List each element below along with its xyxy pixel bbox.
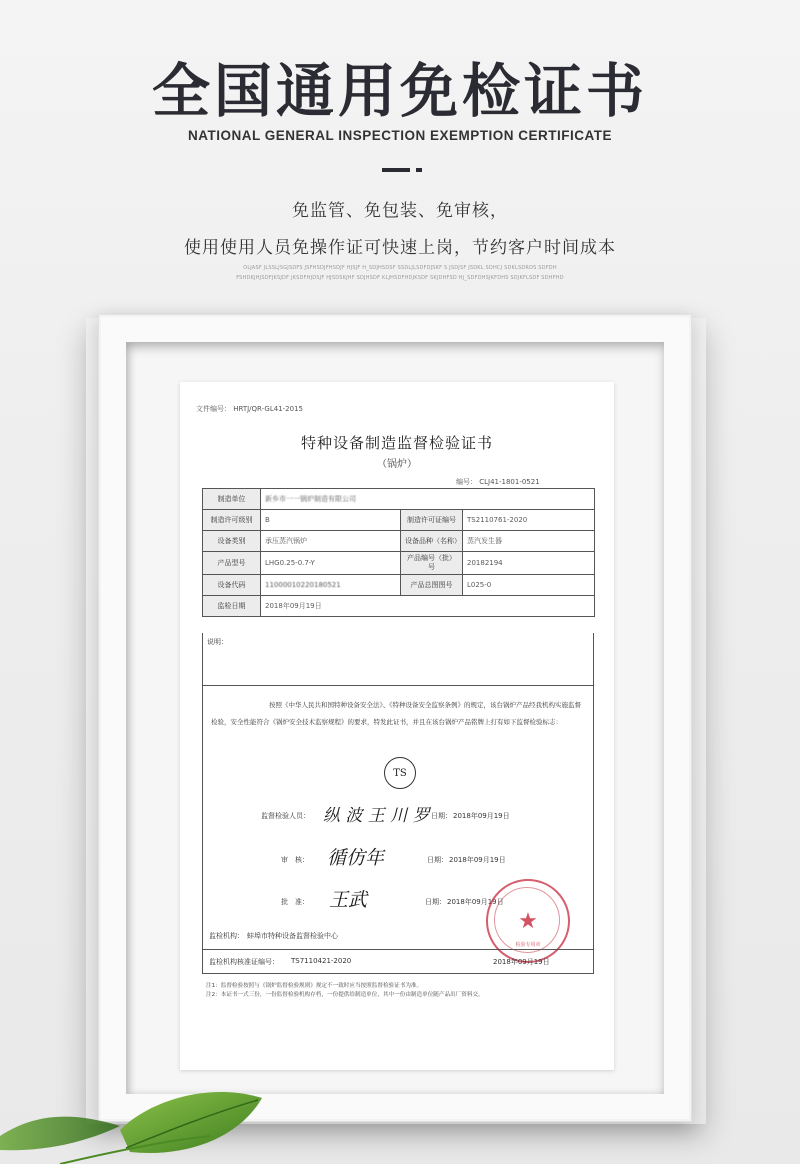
table-value: 2018年09月19日 (261, 596, 595, 617)
table-row (203, 489, 595, 510)
table-label: 产品总图图号 (401, 575, 463, 596)
table-label: 制造许可证编号 (401, 510, 463, 531)
note-label: 说明： (207, 638, 228, 646)
hero-subtitle: NATIONAL GENERAL INSPECTION EXEMPTION CERTIFICATE (187, 128, 613, 143)
agency-cert-label: 监检机构核准证编号： (209, 958, 279, 966)
approver-label: 批 准： (281, 898, 309, 906)
inspector-date-label: 日期： (431, 812, 452, 820)
table-label: 产品编号（批）号 (401, 552, 463, 575)
doc-serial: 编号： CLJ41-1801-0521 (456, 478, 540, 486)
leaf-icon (0, 1040, 320, 1164)
hero-title: 全国通用免检证书 (151, 57, 648, 125)
divider (203, 685, 593, 686)
table-label: 设备品种（名称） (401, 531, 463, 552)
inspector-signature: 纵 波 王 川 罗 (323, 806, 430, 826)
footnotes (206, 982, 598, 1000)
agency-date: 2018年09月19日 (493, 958, 550, 966)
table-value: 11000010220180521 (261, 575, 401, 596)
inspector-date: 2018年09月19日 (453, 812, 510, 820)
agency-cert-number: TS7110421-2020 (291, 957, 352, 965)
reviewer-label: 审 核： (281, 856, 309, 864)
table-value: 新乡市一一锅炉制造有限公司 (261, 489, 595, 510)
table-value: 承压蒸汽锅炉 (261, 531, 401, 552)
table-row (203, 575, 595, 596)
table-value: L025-0 (463, 575, 595, 596)
doc-title: 特种设备制造监督检验证书 (300, 434, 493, 452)
certificate-paragraph: 按照《中华人民共和国特种设备安全法》、《特种设备安全监察条例》的规定，该台锅炉产品经我机构实施监督检验，安全性能符合《锅炉安全技术监察规程》的要求，特发此证书，并且在该台锅炉产品铭牌上打有如下监督检验标志： (211, 701, 581, 726)
table-label: 制造许可级别 (203, 510, 261, 531)
reviewer-signature: 循仿年 (327, 847, 385, 869)
doc-number: 文件编号： HRTJ/QR-GL41-2015 (196, 405, 303, 413)
table-label: 设备类别 (203, 531, 261, 552)
table-label: 产品型号 (203, 552, 261, 575)
table-label: 设备代码 (203, 575, 261, 596)
certificate-body (202, 633, 594, 974)
table-value: B (261, 510, 401, 531)
agency-label: 监检机构： (209, 932, 244, 940)
approver-signature: 王武 (329, 889, 368, 911)
info-table (202, 488, 595, 617)
stamp-text: 检验专用章 (515, 942, 541, 948)
title-divider-dot (416, 168, 422, 172)
footnote-1: 注1：监督检验按照与《锅炉监督检验规则》规定不一致时应当按照监督检验证书为准。 (206, 983, 423, 989)
footnote-2: 注2：本证书一式三份，一份监督检验机构存档，一份提供给制造单位，其中一份由制造单位随产品出厂资料交。 (206, 992, 484, 998)
hero-line2: 使用使用人员免操作证可快速上岗，节约客户时间成本 (184, 238, 616, 258)
approver-date-label: 日期： (425, 898, 446, 906)
stamp-star-icon: ★ (518, 908, 538, 934)
table-row (203, 510, 595, 531)
table-row (203, 552, 595, 575)
reviewer-date-label: 日期： (427, 856, 448, 864)
inspector-label: 监督检验人员： (261, 812, 310, 820)
ts-mark-text: TS (393, 767, 407, 779)
hero-line1: 免监管、免包装、免审核， (292, 201, 508, 221)
table-value: 蒸汽发生器 (463, 531, 595, 552)
divider (203, 949, 593, 950)
agency-name: 蚌埠市特种设备监督检验中心 (247, 932, 338, 940)
table-value: 20182194 (463, 552, 595, 575)
table-label: 监检日期 (203, 596, 261, 617)
table-value: TS2110761-2020 (463, 510, 595, 531)
fine-print-1: OLJASF JLSSLJSGJSDFS JSFHSDJFHSDJF HJSJF H_SDJHSDSF SSDLJLSDFDJSKF S JSDJSF JSDKL SDHCJ SDKLSDRDS SDFDH (243, 265, 557, 271)
reviewer-date: 2018年09月19日 (449, 856, 506, 864)
table-row (203, 596, 595, 617)
fine-print-2: FSHDKJHJSDFJKSJDF JKSDFHJDSJF HJSDSKJHF SDJHSDF KLJHSDFHDJKSDF SKJDHFSD HJ_SDFDHSJKFDHS SDJKFLSDF SDHFHD (236, 275, 564, 281)
title-divider (382, 168, 410, 172)
doc-subtitle: （锅炉） (377, 459, 417, 470)
ts-mark-icon (384, 757, 416, 789)
certificate-paper (180, 382, 614, 1070)
table-value: LHG0.25-0.7-Y (261, 552, 401, 575)
approver-date: 2018年09月19日 (447, 898, 504, 906)
official-stamp-icon (486, 879, 570, 963)
table-label: 制造单位 (203, 489, 261, 510)
table-row (203, 531, 595, 552)
